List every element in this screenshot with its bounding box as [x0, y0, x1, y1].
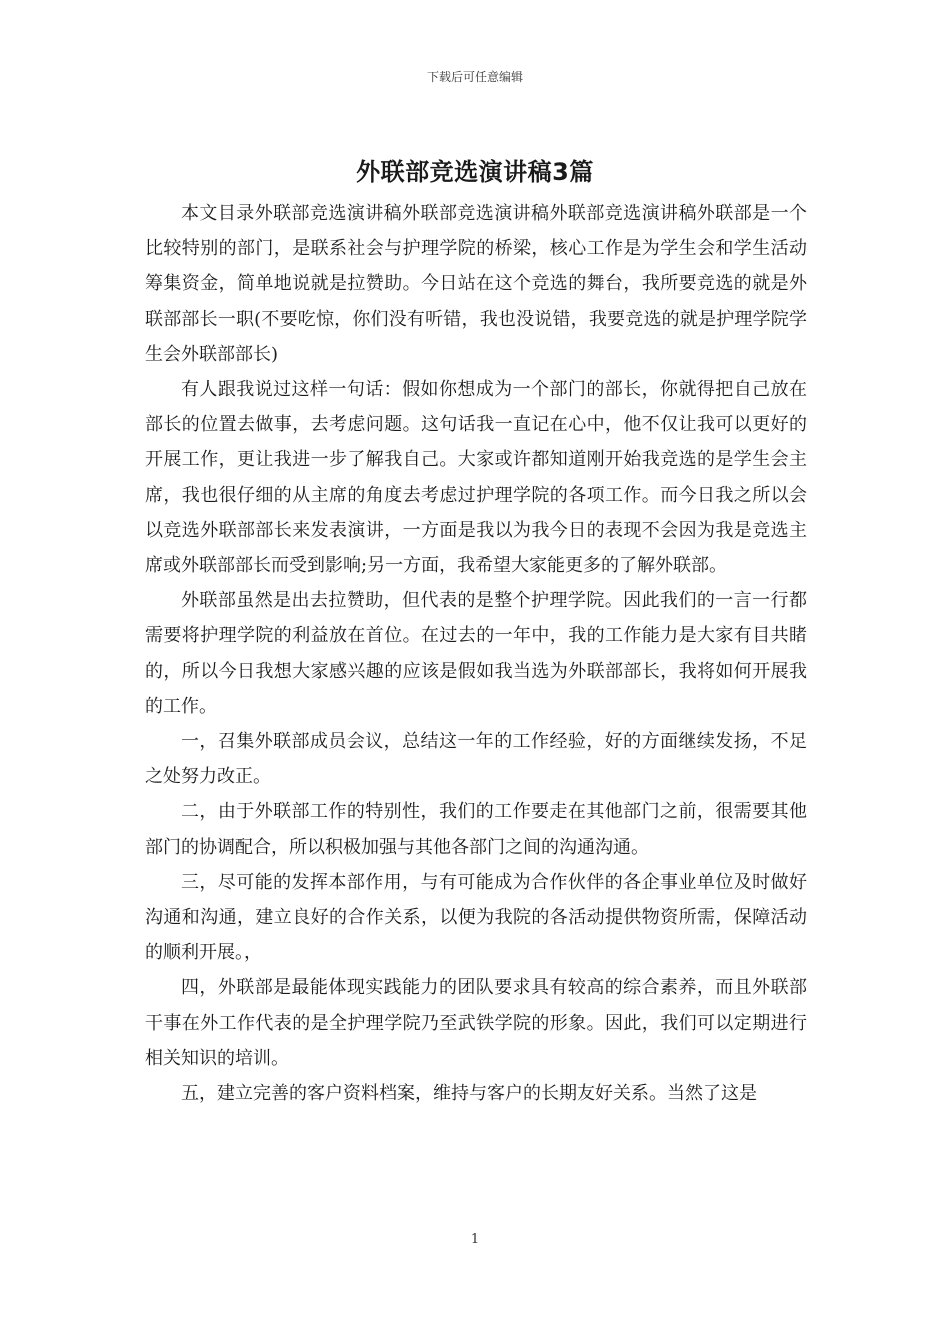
page-number: 1 [470, 1232, 480, 1247]
body-paragraph-5: 二，由于外联部工作的特别性，我们的工作要走在其他部门之前，很需要其他部门的协调配合，所以积极加强与其他各部门之间的沟通沟通。 [145, 801, 807, 858]
document-title: 外联部竞选演讲稿3篇 [356, 158, 594, 186]
body-paragraph-8: 五，建立完善的客户资料档案，维持与客户的长期友好关系。当然了这是 [181, 1083, 757, 1105]
body-paragraph-3: 外联部虽然是出去拉赞助，但代表的是整个护理学院。因此我们的一言一行都需要将护理学院的利益放在首位。在过去的一年中，我的工作能力是大家有目共睹的，所以今日我想大家感兴趣的应该是假如我当选为外联部部长，我将如何开展我的工作。 [145, 590, 807, 717]
page-header-note: 下载后可任意编辑 [426, 70, 523, 84]
body-paragraph-1: 本文目录外联部竞选演讲稿外联部竞选演讲稿外联部竞选演讲稿外联部是一个比较特别的部门，是联系社会与护理学院的桥梁，核心工作是为学生会和学生活动筹集资金，简单地说就是拉赞助。今日站在这个竞选的舞台，我所要竞选的就是外联部部长一职(不要吃惊，你们没有听错，我也没说错，我要竞选的就是护理学院学生会外联部部长) [145, 203, 807, 365]
body-paragraph-2: 有人跟我说过这样一句话：假如你想成为一个部门的部长，你就得把自己放在部长的位置去做事，去考虑问题。这句话我一直记在心中，他不仅让我可以更好的开展工作，更让我进一步了解我自己。大家或许都知道刚开始我竞选的是学生会主席，我也很仔细的从主席的角度去考虑过护理学院的各项工作。而今日我之所以会以竞选外联部部长来发表演讲，一方面是我以为我今日的表现不会因为我是竞选主席或外联部部长而受到影响;另一方面，我希望大家能更多的了解外联部。 [145, 379, 807, 577]
body-paragraph-4: 一，召集外联部成员会议，总结这一年的工作经验，好的方面继续发扬，不足之处努力改正。 [145, 731, 807, 788]
body-paragraph-6: 三，尽可能的发挥本部作用，与有可能成为合作伙伴的各企事业单位及时做好沟通和沟通，建立良好的合作关系，以便为我院的各活动提供物资所需，保障活动的顺利开展。， [145, 871, 807, 964]
body-paragraph-7: 四，外联部是最能体现实践能力的团队要求具有较高的综合素养，而且外联部干事在外工作代表的是全护理学院乃至武铁学院的形象。因此，我们可以定期进行相关知识的培训。 [145, 977, 807, 1069]
document-body [145, 196, 807, 1111]
